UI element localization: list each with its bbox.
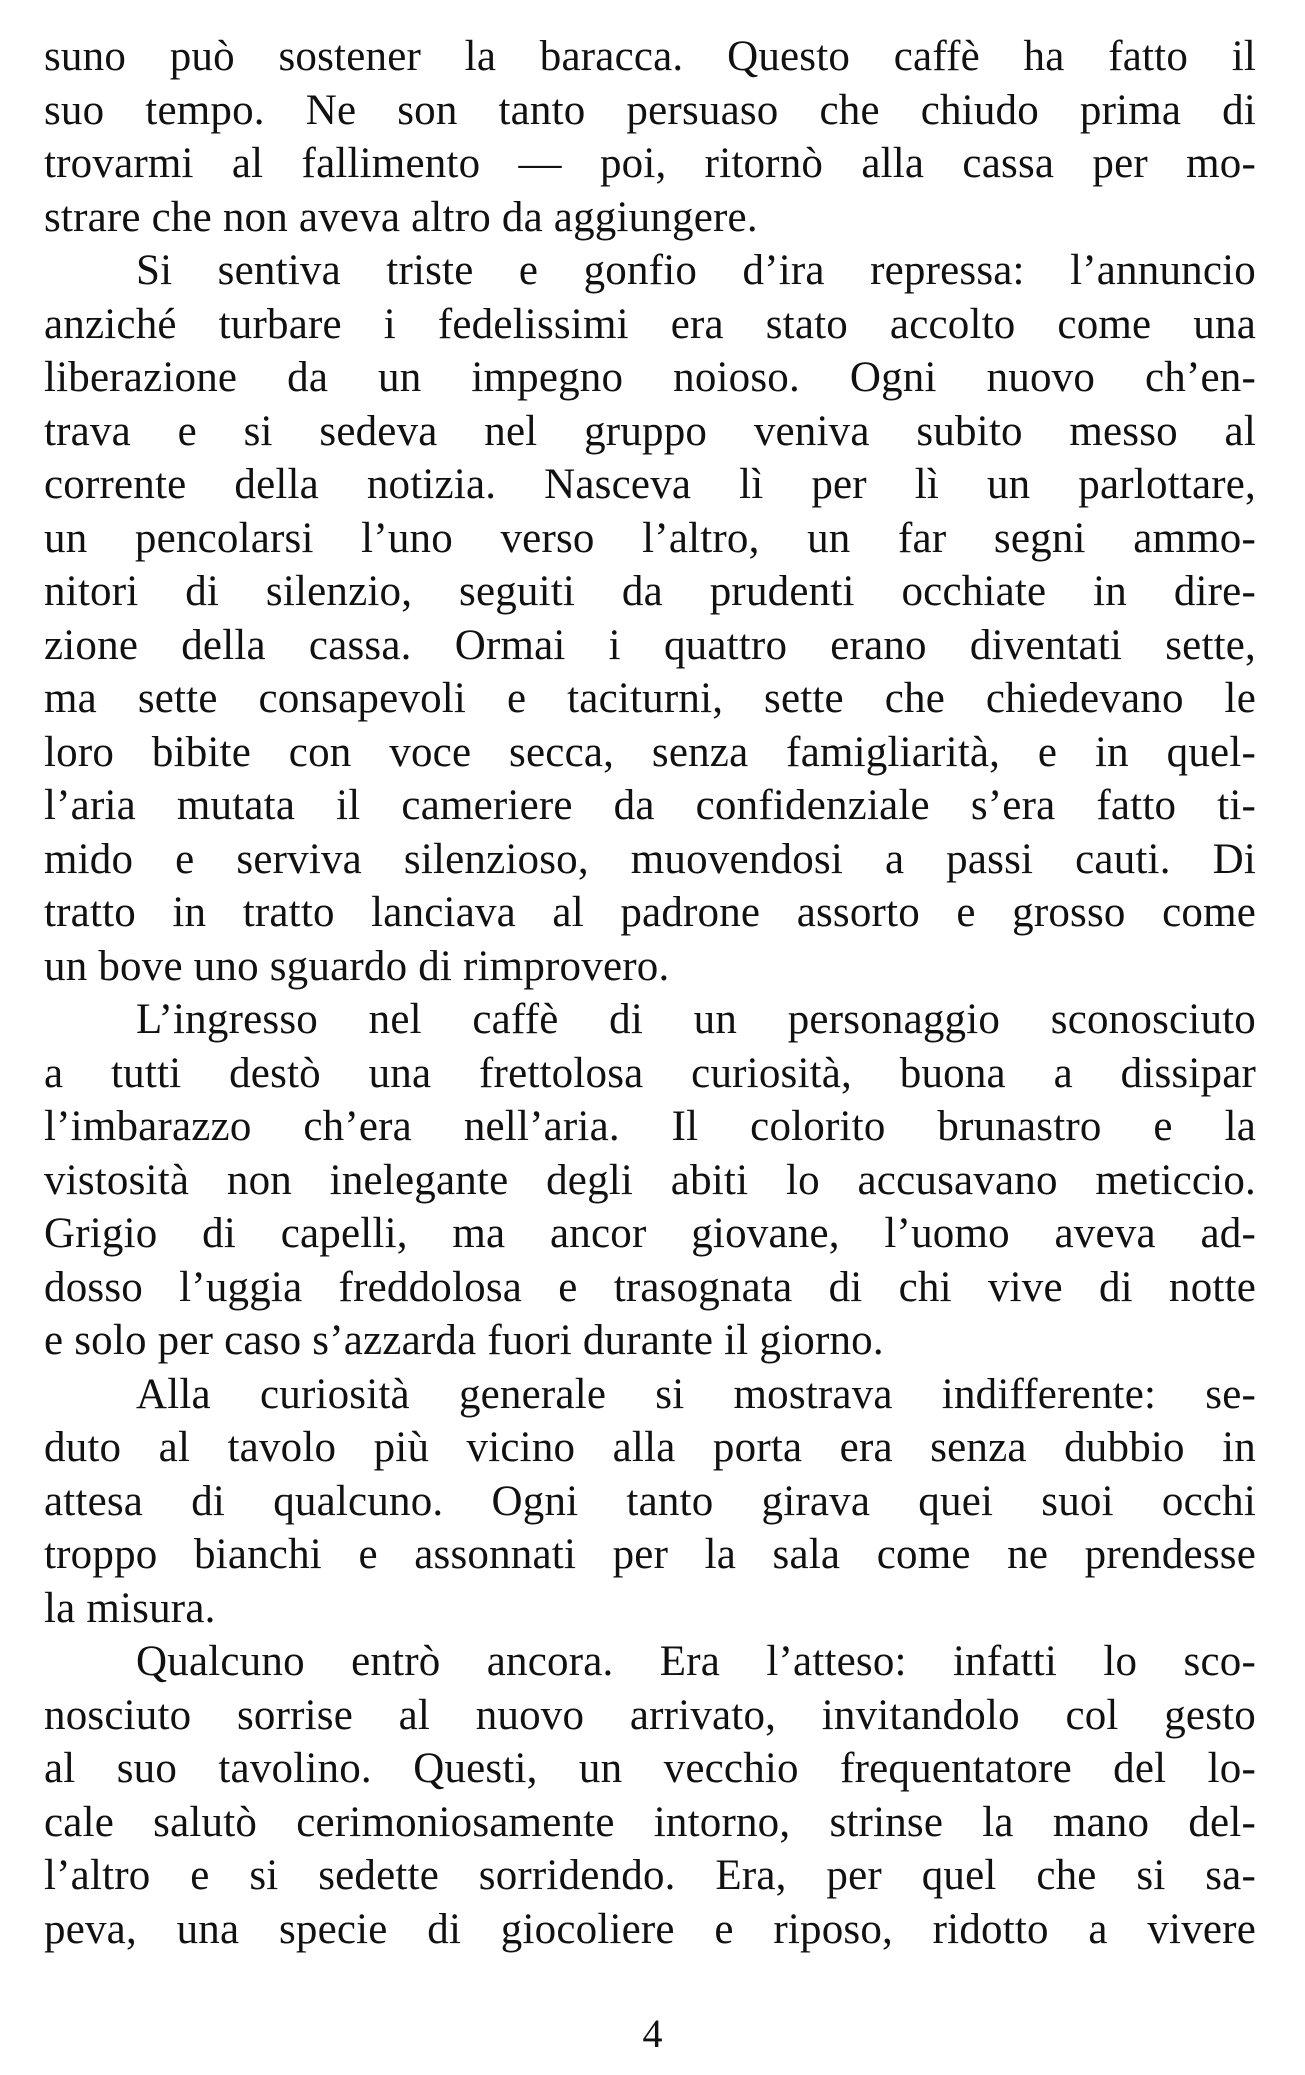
text-line: e solo per caso s’azzarda fuori durante il giorno. bbox=[44, 1317, 884, 1364]
text-line: zione della cassa. Ormai i quattro erano diventati sette, bbox=[44, 621, 1256, 669]
text-line: la misura. bbox=[44, 1584, 216, 1632]
text-line: un pencolarsi l’uno verso l’altro, un far segni ammo- bbox=[44, 514, 1256, 562]
text-line: tratto in tratto lanciava al padrone assorto e grosso come bbox=[44, 889, 1256, 936]
text-line: nosciuto sorrise al nuovo arrivato, invitandolo col gesto bbox=[44, 1691, 1256, 1739]
body-text bbox=[44, 30, 1256, 1956]
text-line: Si sentiva triste e gonfio d’ira repressa: l’annuncio bbox=[136, 247, 1256, 294]
text-line: Qualcuno entrò ancora. Era l’atteso: infatti lo sco- bbox=[136, 1638, 1256, 1685]
text-line: Alla curiosità generale si mostrava indifferente: se- bbox=[136, 1370, 1256, 1418]
text-line: l’imbarazzo ch’era nell’aria. Il colorito brunastro e la bbox=[44, 1103, 1256, 1150]
text-line: loro bibite con voce secca, senza famigliarità, e in quel- bbox=[44, 728, 1256, 776]
text-line: cale salutò cerimoniosamente intorno, strinse la mano del- bbox=[44, 1798, 1256, 1846]
text-line: trovarmi al fallimento — poi, ritornò alla cassa per mo- bbox=[44, 140, 1256, 187]
text-line: mido e serviva silenzioso, muovendosi a passi cauti. Di bbox=[44, 835, 1256, 883]
text-line: dosso l’uggia freddolosa e trasognata di chi vive di notte bbox=[44, 1263, 1256, 1311]
text-line: Grigio di capelli, ma ancor giovane, l’uomo aveva ad- bbox=[44, 1210, 1256, 1257]
text-line: a tutti destò una frettolosa curiosità, buona a dissipar bbox=[44, 1049, 1256, 1097]
text-line: ma sette consapevoli e taciturni, sette che chiedevano le bbox=[44, 675, 1256, 722]
text-line: suo tempo. Ne son tanto persuaso che chiudo prima di bbox=[44, 86, 1256, 134]
text-line: attesa di qualcuno. Ogni tanto girava quei suoi occhi bbox=[44, 1477, 1256, 1525]
text-line: nitori di silenzio, seguiti da prudenti occhiate in dire- bbox=[44, 568, 1256, 615]
text-line: corrente della notizia. Nasceva lì per lì un parlottare, bbox=[44, 461, 1256, 508]
text-line: vistosità non inelegante degli abiti lo accusavano meticcio. bbox=[44, 1156, 1256, 1204]
text-line: strare che non aveva altro da aggiungere. bbox=[44, 193, 758, 241]
text-line: liberazione da un impegno noioso. Ogni nuovo ch’en- bbox=[44, 354, 1256, 401]
text-line: l’aria mutata il cameriere da confidenziale s’era fatto ti- bbox=[44, 782, 1256, 829]
text-line: un bove uno sguardo di rimprovero. bbox=[44, 942, 670, 990]
page-number: 4 bbox=[642, 2011, 663, 2056]
text-line: suno può sostener la baracca. Questo caffè ha fatto il bbox=[44, 33, 1256, 80]
text-line: peva, una specie di giocoliere e riposo, ridotto a vivere bbox=[44, 1905, 1256, 1953]
text-line: trava e si sedeva nel gruppo veniva subito messo al bbox=[44, 407, 1256, 455]
text-line: troppo bianchi e assonnati per la sala come ne prendesse bbox=[44, 1531, 1256, 1578]
text-line: L’ingresso nel caffè di un personaggio sconosciuto bbox=[136, 996, 1256, 1043]
text-line: duto al tavolo più vicino alla porta era senza dubbio in bbox=[44, 1424, 1256, 1471]
text-line: anziché turbare i fedelissimi era stato accolto come una bbox=[44, 300, 1256, 348]
text-line: l’altro e si sedette sorridendo. Era, per quel che si sa- bbox=[44, 1852, 1256, 1899]
text-line: al suo tavolino. Questi, un vecchio frequentatore del lo- bbox=[44, 1745, 1256, 1792]
